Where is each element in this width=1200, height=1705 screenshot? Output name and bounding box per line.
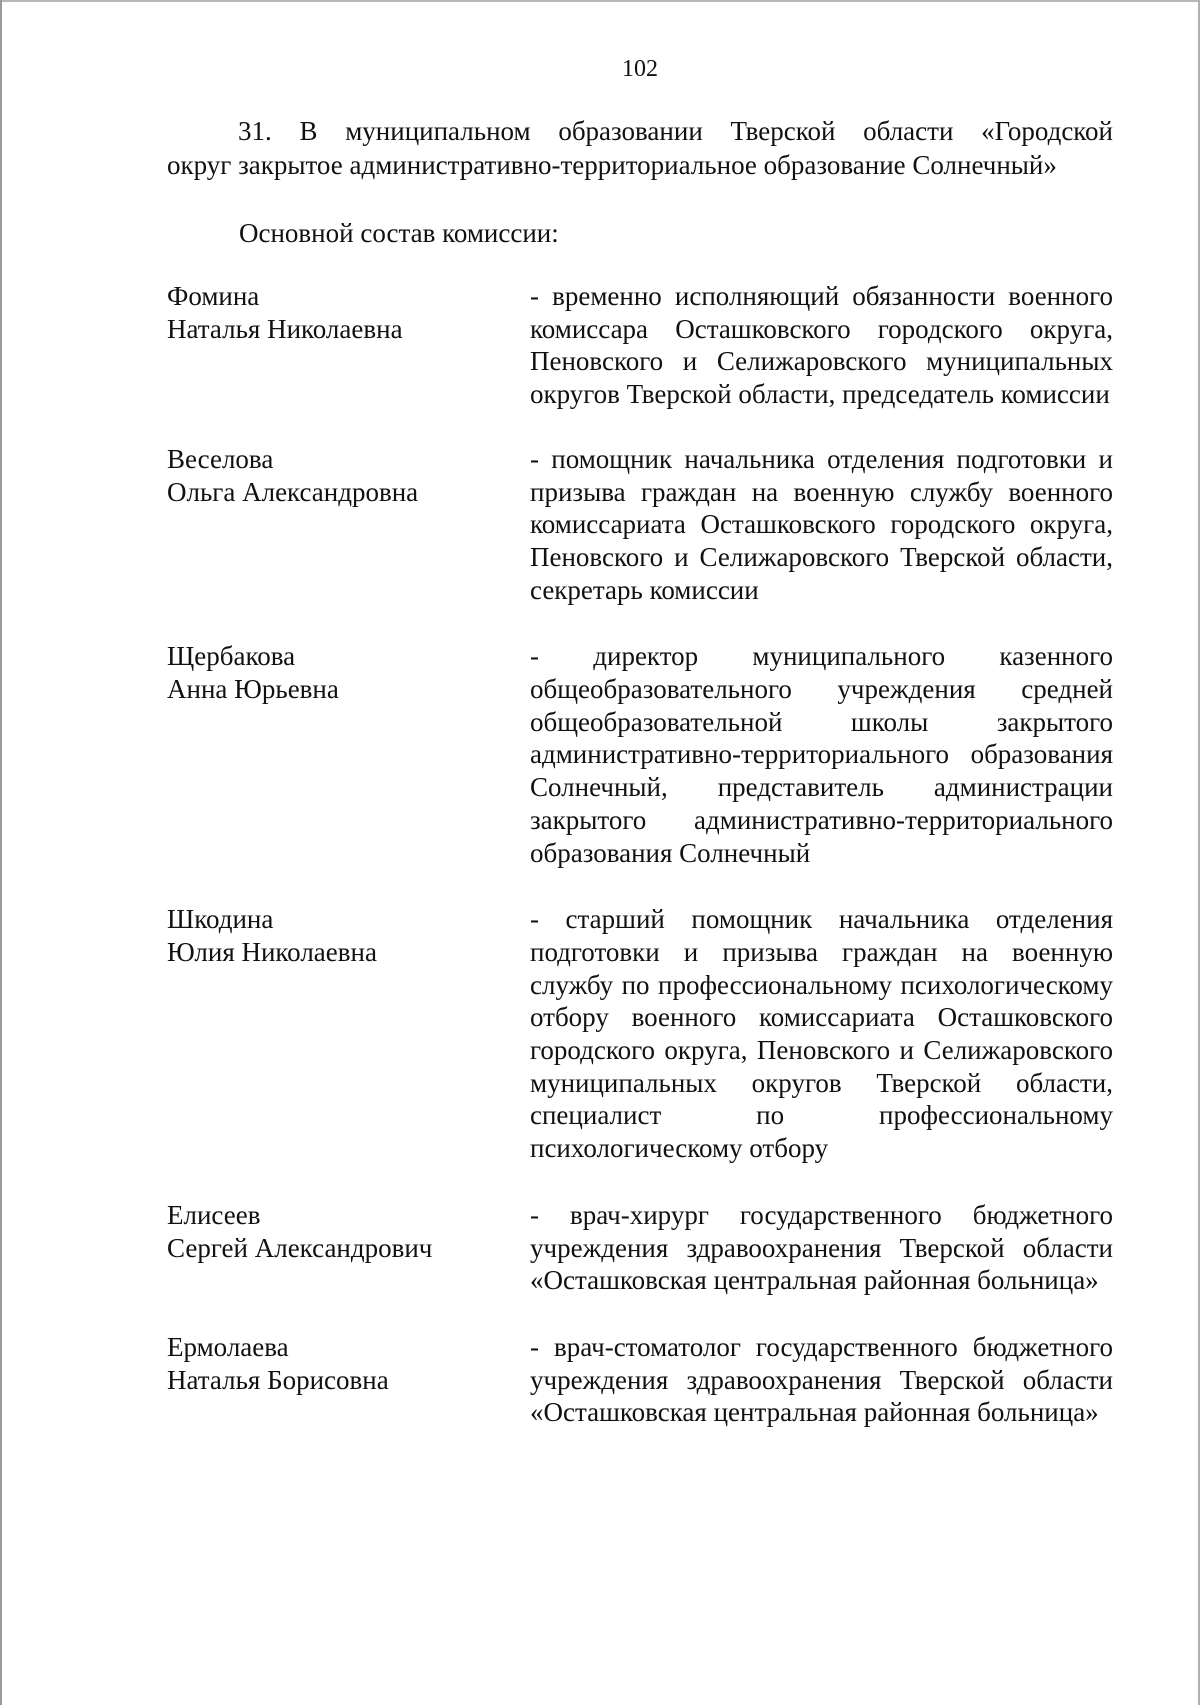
member-surname: Шкодина bbox=[167, 904, 274, 935]
member-name bbox=[167, 640, 530, 869]
member-name bbox=[167, 903, 530, 1165]
member-surname: Елисеев bbox=[167, 1199, 261, 1230]
member-entry bbox=[167, 280, 1113, 411]
member-entry bbox=[167, 1199, 1113, 1297]
member-surname: Щербакова bbox=[167, 641, 296, 672]
member-given-names: Наталья Борисовна bbox=[167, 1364, 389, 1395]
member-role: - временно исполняющий обязанности военного комиссара Осташковского городского округа, Пеновского и Селижаровского муниципальных округов Тверской области, председатель комиссии bbox=[530, 281, 1113, 410]
scan-edge-left bbox=[0, 0, 2, 1705]
member-entry bbox=[167, 443, 1113, 607]
member-name bbox=[167, 1331, 530, 1429]
member-name bbox=[167, 280, 530, 411]
member-name bbox=[167, 443, 530, 607]
member-entry bbox=[167, 640, 1113, 869]
member-surname: Фомина bbox=[167, 281, 260, 311]
member-role: - директор муниципального казенного общеобразовательного учреждения средней общеобразовательной школы закрытого административно-территориального образования Солнечный, представитель администрации закрытого административно-территориального образования Солнечный bbox=[530, 641, 1113, 868]
section-heading-line-2: округ закрытое административно-территориальное образование Солнечный» bbox=[167, 150, 1057, 180]
member-given-names: Наталья Николаевна bbox=[167, 313, 403, 344]
member-entry bbox=[167, 1331, 1113, 1429]
page-number: 102 bbox=[622, 56, 658, 82]
member-given-names: Анна Юрьевна bbox=[167, 674, 339, 705]
member-role: - врач-хирург государственного бюджетного учреждения здравоохранения Тверской области «Осташковская центральная районная больница» bbox=[530, 1199, 1113, 1296]
member-surname: Веселова bbox=[167, 443, 274, 474]
member-given-names: Юлия Николаевна bbox=[167, 936, 377, 967]
member-name bbox=[167, 1199, 530, 1297]
section-heading bbox=[167, 114, 1113, 182]
member-role: - врач-стоматолог государственного бюджетного учреждения здравоохранения Тверской области «Осташковская центральная районная больница» bbox=[530, 1331, 1113, 1428]
member-given-names: Сергей Александрович bbox=[167, 1232, 433, 1263]
member-surname: Ермолаева bbox=[167, 1331, 289, 1362]
section-heading-line-1: 31. В муниципальном образовании Тверской области «Городской bbox=[238, 116, 1113, 146]
member-given-names: Ольга Александровна bbox=[167, 476, 419, 507]
commission-subheading: Основной состав комиссии: bbox=[239, 218, 559, 248]
member-entry bbox=[167, 903, 1113, 1165]
commission-member-list bbox=[167, 280, 1113, 1429]
member-role: - помощник начальника отделения подготовки и призыва граждан на военную службу военного комиссариата Осташковского городского округа, Пеновского и Селижаровского Тверской области, секретарь комиссии bbox=[530, 443, 1113, 605]
member-role: - старший помощник начальника отделения подготовки и призыва граждан на военную службу по профессиональному психологическому отбору военного комиссариата Осташковского городского округа, Пеновского и Селижаровского муниципальных округов Тверской области, специалист по профессиональному психологическому отбору bbox=[530, 904, 1113, 1164]
scan-edge-top bbox=[0, 0, 1200, 2]
